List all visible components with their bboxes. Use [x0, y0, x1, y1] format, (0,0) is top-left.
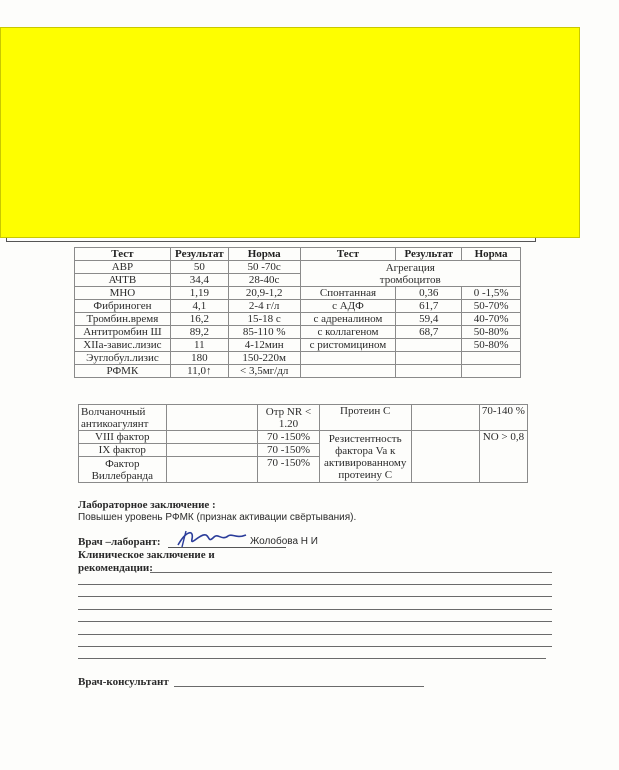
cell-norm2: 0 -1,5%: [462, 287, 521, 300]
lupus-result: [166, 405, 258, 431]
blank-line: [78, 584, 552, 585]
cell-result: 4,1: [170, 300, 228, 313]
cell-test2: [300, 365, 396, 378]
cell-result: 89,2: [170, 326, 228, 339]
cell-test: АЧТВ: [75, 274, 171, 287]
doctor-name: Жолобова Н И: [250, 536, 318, 547]
table-row: [75, 326, 521, 339]
cell-result2: 59,4: [396, 313, 462, 326]
cell-result2: [396, 365, 462, 378]
cell-norm2: [462, 365, 521, 378]
table-row: [75, 365, 521, 378]
f9-norm: 70 -150%: [258, 444, 320, 457]
lab-conclusion-text: Повышен уровень РФМК (признак активации свёртывания).: [78, 512, 357, 523]
aggregation-label: Агрегация тромбоцитов: [300, 261, 520, 287]
blank-line: [78, 621, 552, 622]
header-result2: Результат: [396, 248, 462, 261]
table-header-row: [75, 248, 521, 261]
table-row: [79, 431, 528, 444]
cell-norm2: [462, 352, 521, 365]
protein-c-norm: 70-140 %: [479, 405, 527, 431]
blank-line: [78, 646, 552, 647]
resist-result: [411, 431, 479, 483]
cell-test2: Спонтанная: [300, 287, 396, 300]
cell-norm2: 50-80%: [462, 339, 521, 352]
doctor-label: Врач –лаборант:: [78, 536, 161, 548]
header-result: Результат: [170, 248, 228, 261]
f9-result: [166, 444, 258, 457]
cell-norm: 50 -70с: [228, 261, 300, 274]
cell-result2: 0,36: [396, 287, 462, 300]
table-row: [75, 287, 521, 300]
clinical-title: Клиническое заключение и: [78, 549, 215, 561]
recommend-label: рекомендации:: [78, 562, 153, 574]
header-norm2: Норма: [462, 248, 521, 261]
consultant-line: [174, 686, 424, 687]
cell-result: 50: [170, 261, 228, 274]
cell-test2: с АДФ: [300, 300, 396, 313]
resist-norm: NO > 0,8: [479, 431, 527, 483]
cell-result: 11: [170, 339, 228, 352]
coagulation-table: [74, 247, 521, 378]
cell-test: МНО: [75, 287, 171, 300]
cell-norm: 150-220м: [228, 352, 300, 365]
cell-norm: 20,9-1,2: [228, 287, 300, 300]
cell-test: Антитромбин Ш: [75, 326, 171, 339]
cell-test: Эуглобул.лизис: [75, 352, 171, 365]
header-norm: Норма: [228, 248, 300, 261]
redacted-area: [0, 27, 580, 238]
redacted-edge: [6, 238, 536, 242]
cell-result2: 68,7: [396, 326, 462, 339]
table-row: [75, 339, 521, 352]
factors-table: [78, 404, 528, 483]
table-row: [75, 261, 521, 274]
signature-icon: [172, 527, 252, 549]
blank-line: [78, 596, 552, 597]
cell-result: 16,2: [170, 313, 228, 326]
lupus-norm: Отр NR < 1.20: [258, 405, 320, 431]
lab-conclusion-title: Лабораторное заключение :: [78, 499, 216, 511]
cell-norm: 85-110 %: [228, 326, 300, 339]
cell-test: Фибриноген: [75, 300, 171, 313]
table-row: [79, 405, 528, 431]
cell-result2: [396, 352, 462, 365]
cell-test2: с коллагеном: [300, 326, 396, 339]
f9-label: IX фактор: [79, 444, 167, 457]
lupus-label: Волчаночный антикоагулянт: [79, 405, 167, 431]
protein-c-label: Протеин С: [319, 405, 411, 431]
blank-line: [78, 658, 546, 659]
consultant-label: Врач-консультант: [78, 676, 169, 688]
cell-test: Тромбин.время: [75, 313, 171, 326]
cell-test: XIIа-завис.лизис: [75, 339, 171, 352]
cell-test2: с ристомицином: [300, 339, 396, 352]
blank-line: [78, 609, 552, 610]
cell-result: 1,19: [170, 287, 228, 300]
cell-test2: [300, 352, 396, 365]
vwf-label: Фактор Виллебранда: [79, 457, 167, 483]
vwf-result: [166, 457, 258, 483]
header-test: Тест: [75, 248, 171, 261]
cell-norm: 2-4 г/л: [228, 300, 300, 313]
table-row: [75, 313, 521, 326]
f8-result: [166, 431, 258, 444]
table-row: [75, 352, 521, 365]
resist-label: Резистентность фактора Va к активированному протеину С: [319, 431, 411, 483]
cell-result: 11,0↑: [170, 365, 228, 378]
cell-norm: < 3,5мг/дл: [228, 365, 300, 378]
cell-norm: 4-12мин: [228, 339, 300, 352]
cell-result2: 61,7: [396, 300, 462, 313]
cell-norm: 15-18 с: [228, 313, 300, 326]
cell-norm: 28-40с: [228, 274, 300, 287]
cell-test2: с адреналином: [300, 313, 396, 326]
protein-c-result: [411, 405, 479, 431]
cell-result2: [396, 339, 462, 352]
cell-norm2: 40-70%: [462, 313, 521, 326]
blank-line: [78, 634, 552, 635]
header-test2: Тест: [300, 248, 396, 261]
vwf-norm: 70 -150%: [258, 457, 320, 483]
cell-norm2: 50-80%: [462, 326, 521, 339]
f8-label: VIII фактор: [79, 431, 167, 444]
cell-result: 34,4: [170, 274, 228, 287]
cell-result: 180: [170, 352, 228, 365]
recommend-line: [150, 572, 552, 573]
cell-test: РФМК: [75, 365, 171, 378]
f8-norm: 70 -150%: [258, 431, 320, 444]
cell-norm2: 50-70%: [462, 300, 521, 313]
table-row: [75, 300, 521, 313]
cell-test: АВР: [75, 261, 171, 274]
